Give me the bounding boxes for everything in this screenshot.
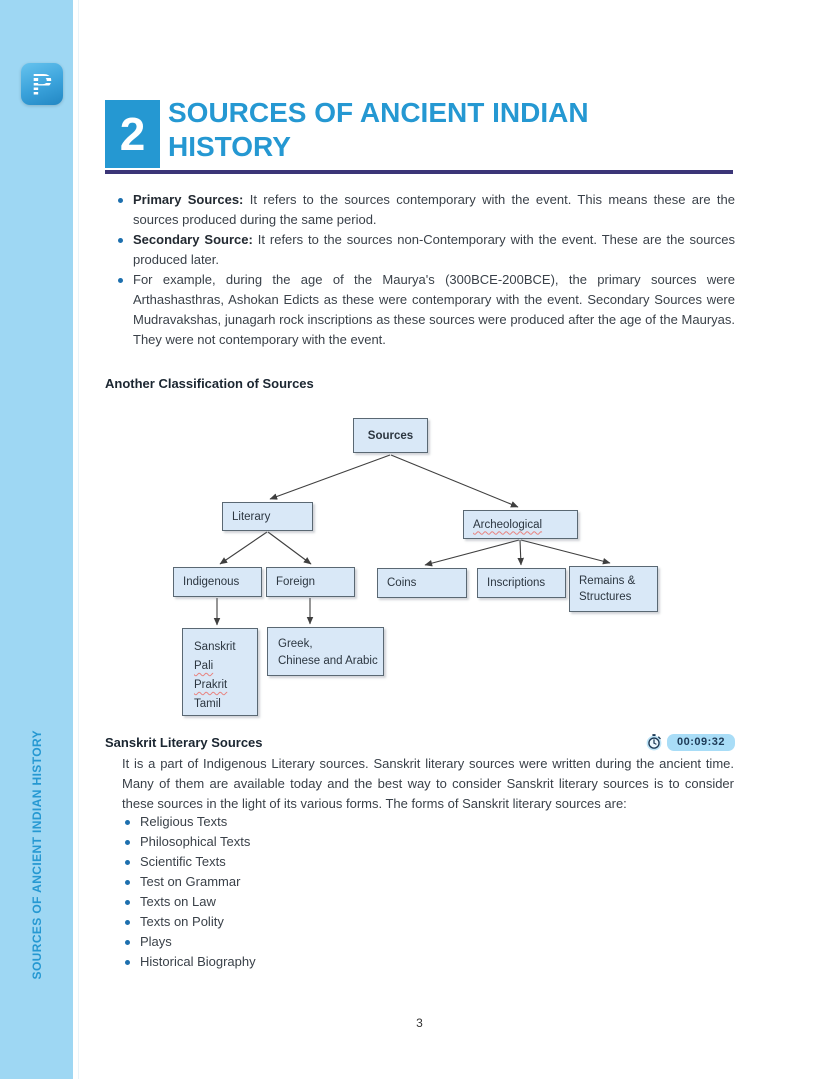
page-number: 3: [416, 1016, 423, 1030]
flowchart-node-inscriptions: Inscriptions: [477, 568, 566, 598]
list-item: Religious Texts: [112, 812, 512, 832]
sidebar-vertical-title: SOURCES OF ANCIENT INDIAN HISTORY: [29, 730, 44, 980]
sanskrit-paragraph: It is a part of Indigenous Literary sources. Sanskrit literary sources were written during the ancient time. Many of them are available today and the best way to consider Sanskrit literary sources is to consider these sources in the light of its various forms. The forms of Sanskrit literary sources are:: [122, 756, 734, 811]
flowchart-node-sources: Sources: [353, 418, 428, 453]
app-logo-icon: [21, 63, 63, 105]
sanskrit-forms-list: [112, 812, 512, 972]
bullet-text: For example, during the age of the Maurya's (300BCE-200BCE), the primary sources were Arthashasthras, Ashokan Edicts as these were contemporary with the event. Secondary Sources were Mudravakshas, junagarh rock inscriptions as these sources were produced after the age of the Mauryas. They were not contemporary with the event.: [133, 272, 735, 347]
language-item: Pali: [194, 660, 214, 672]
classification-heading: Another Classification of Sources: [105, 376, 314, 391]
bullet-lead: Secondary Source:: [133, 232, 253, 247]
language-item: Sanskrit: [194, 641, 236, 653]
page-title: SOURCES OF ANCIENT INDIAN HISTORY: [168, 97, 589, 162]
language-item: Chinese and Arabic: [278, 655, 378, 667]
archeological-label: Archeological: [473, 518, 543, 531]
bullet-lead: Primary Sources:: [133, 192, 244, 207]
bullet-text: It refers to the sources non-Contemporary with the event. These are the sources produced later.: [133, 232, 735, 267]
timer-badge: [645, 733, 735, 751]
list-item: [105, 270, 735, 350]
list-item: Test on Grammar: [112, 872, 512, 892]
title-divider: [105, 170, 733, 174]
list-item: Philosophical Texts: [112, 832, 512, 852]
timer-value: 00:09:32: [667, 734, 735, 751]
chapter-number: 2: [119, 108, 146, 160]
flowchart-node-literary: Literary: [222, 502, 313, 531]
flowchart-node-indigenous: Indigenous: [173, 567, 262, 597]
flowchart-node-foreign: Foreign: [266, 567, 355, 597]
logo-letter: P: [31, 66, 53, 102]
sidebar-vertical-title-wrap: [0, 730, 73, 980]
sanskrit-heading: Sanskrit Literary Sources: [105, 734, 263, 750]
flowchart-node-indigenous-languages: [182, 628, 258, 716]
language-item: Greek,: [278, 638, 313, 650]
intro-bullet-list: [105, 190, 735, 350]
list-item: Historical Biography: [112, 952, 512, 972]
list-item: [105, 230, 735, 270]
list-item: [105, 190, 735, 230]
flowchart-node-coins: Coins: [377, 568, 467, 598]
language-item: Tamil: [194, 698, 221, 710]
list-item: Scientific Texts: [112, 852, 512, 872]
stopwatch-icon: [645, 733, 663, 751]
list-item: Texts on Polity: [112, 912, 512, 932]
sources-flowchart: [0, 410, 839, 730]
flowchart-node-remains-structures: Remains & Structures: [569, 566, 658, 612]
sanskrit-section-header: [105, 733, 735, 751]
flowchart-node-archeological: [463, 510, 578, 539]
list-item: Plays: [112, 932, 512, 952]
bullet-text: It refers to the sources contemporary with the event. This means these are the sources produced during the same period.: [133, 192, 735, 227]
language-item: Prakrit: [194, 679, 228, 691]
chapter-number-box: [105, 100, 160, 168]
flowchart-node-foreign-languages: [267, 627, 384, 676]
list-item: Texts on Law: [112, 892, 512, 912]
